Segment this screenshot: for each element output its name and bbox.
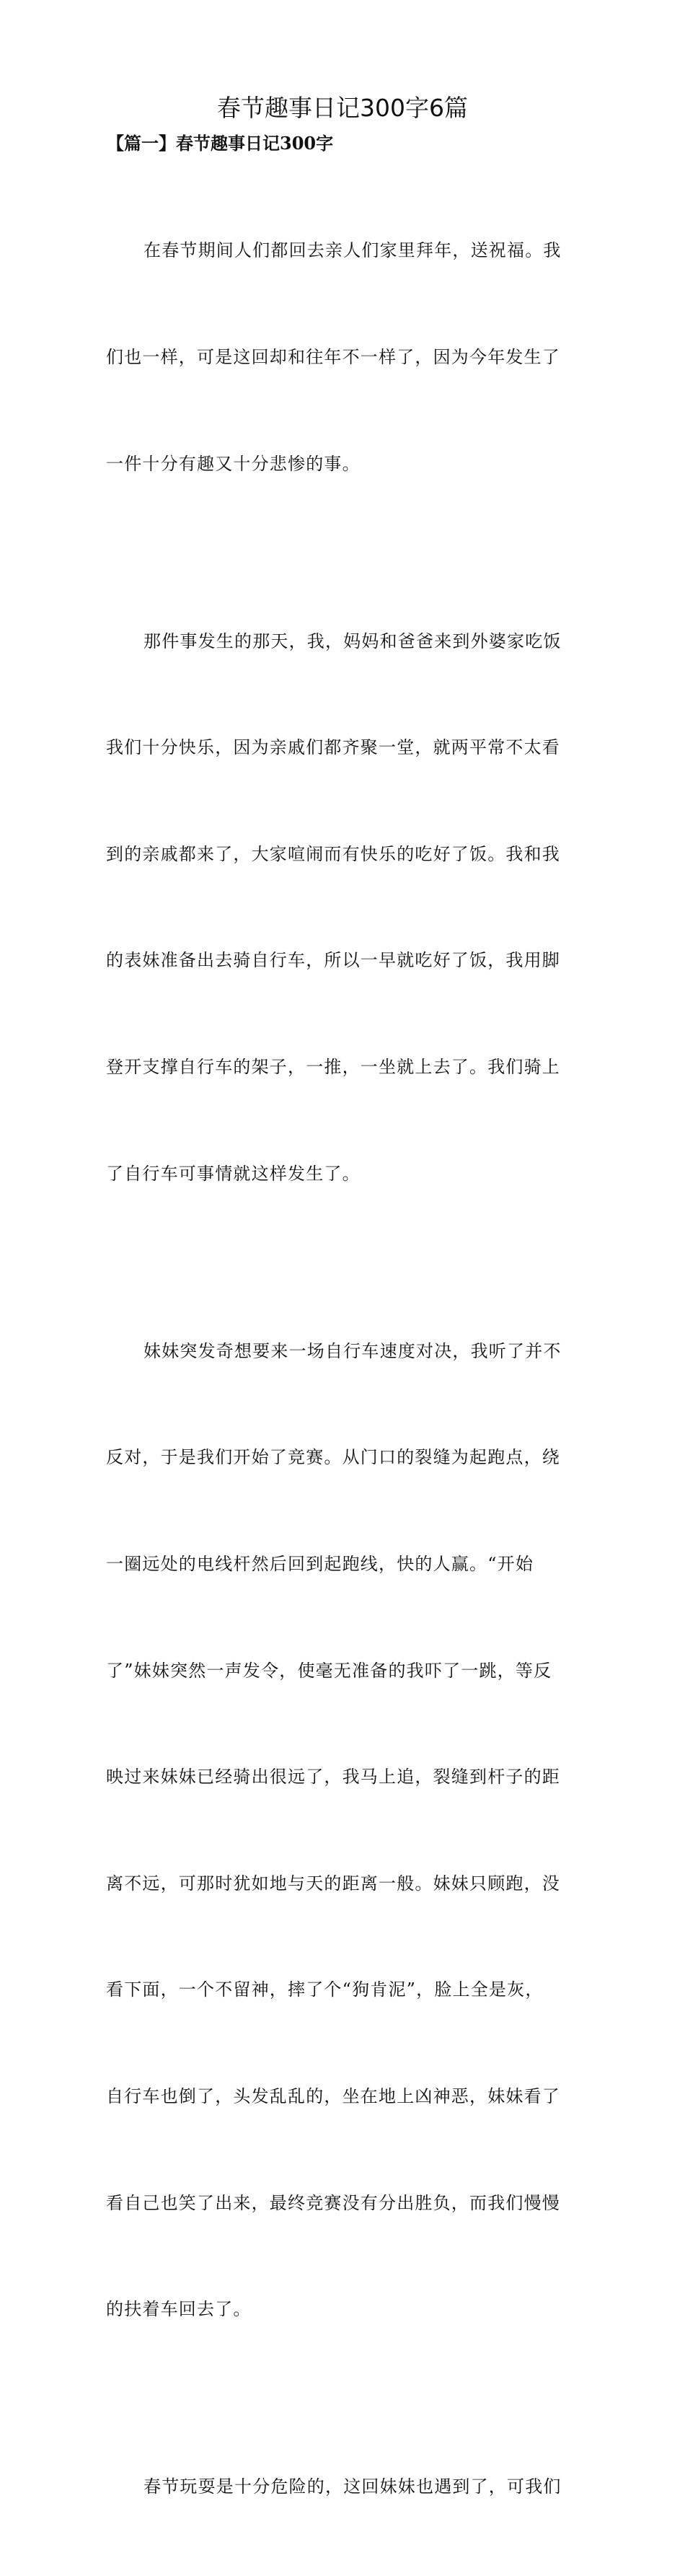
text-line: 的表妹准备出去骑自行车，所以一早就吃好了饭，我用脚: [106, 950, 560, 971]
text-line: 我们十分快乐，因为亲戚们都齐聚一堂，就两平常不太看: [106, 737, 560, 758]
text-line: 那件事发生的那天，我，妈妈和爸爸来到外婆家吃饭: [143, 630, 562, 651]
text-line: 在春节期间人们都回去亲人们家里拜年，送祝福。我: [143, 240, 562, 261]
text-line: 离不远，可那时犹如地与天的距离一般。妹妹只顾跑，没: [106, 1873, 560, 1894]
text-line: 春节玩耍是十分危险的，这回妹妹也遇到了，可我们: [143, 2476, 562, 2497]
text-line: 一件十分有趣又十分悲惨的事。: [106, 453, 361, 474]
document-title: 春节趣事日记300字6篇: [217, 94, 468, 122]
document-body: [106, 162, 582, 2576]
text-line: 看自己也笑了出来，最终竞赛没有分出胜负，而我们慢慢: [106, 2192, 560, 2213]
text-line: 到的亲戚都来了，大家喧闹而有快乐的吃好了饭。我和我: [106, 843, 560, 864]
text-line: 了”妹妹突然一声发令，使毫无准备的我吓了一跳，等反: [106, 1660, 552, 1681]
text-line: 们也一样，可是这回却和往年不一样了，因为今年发生了: [106, 347, 560, 368]
paragraph: [106, 162, 582, 553]
paragraph: [106, 2399, 582, 2576]
text-line: 登开支撑自行车的架子，一推，一坐就上去了。我们骑上: [106, 1057, 560, 1078]
paragraph: [106, 553, 582, 1262]
text-line: 自行车也倒了，头发乱乱的，坐在地上凶神恶，妹妹看了: [106, 2085, 560, 2106]
text-line: 妹妹突发奇想要来一场自行车速度对决，我听了并不: [143, 1340, 562, 1361]
text-line: 映过来妹妹已经骑出很远了，我马上追，裂缝到杆子的距: [106, 1767, 560, 1788]
text-line: 的扶着车回去了。: [106, 2299, 252, 2320]
text-line: 一圈远处的电线杆然后回到起跑线，快的人赢。“开始: [106, 1553, 534, 1574]
paragraph: [106, 1262, 582, 2399]
text-line: 看下面，一个不留神，摔了个“狗肯泥”，脸上全是灰，: [106, 1979, 544, 2000]
section-heading: 【篇一】春节趣事日记300字: [107, 133, 334, 154]
text-line: 了自行车可事情就这样发生了。: [106, 1163, 361, 1184]
text-line: 反对，于是我们开始了竞赛。从门口的裂缝为起跑点，绕: [106, 1447, 560, 1468]
